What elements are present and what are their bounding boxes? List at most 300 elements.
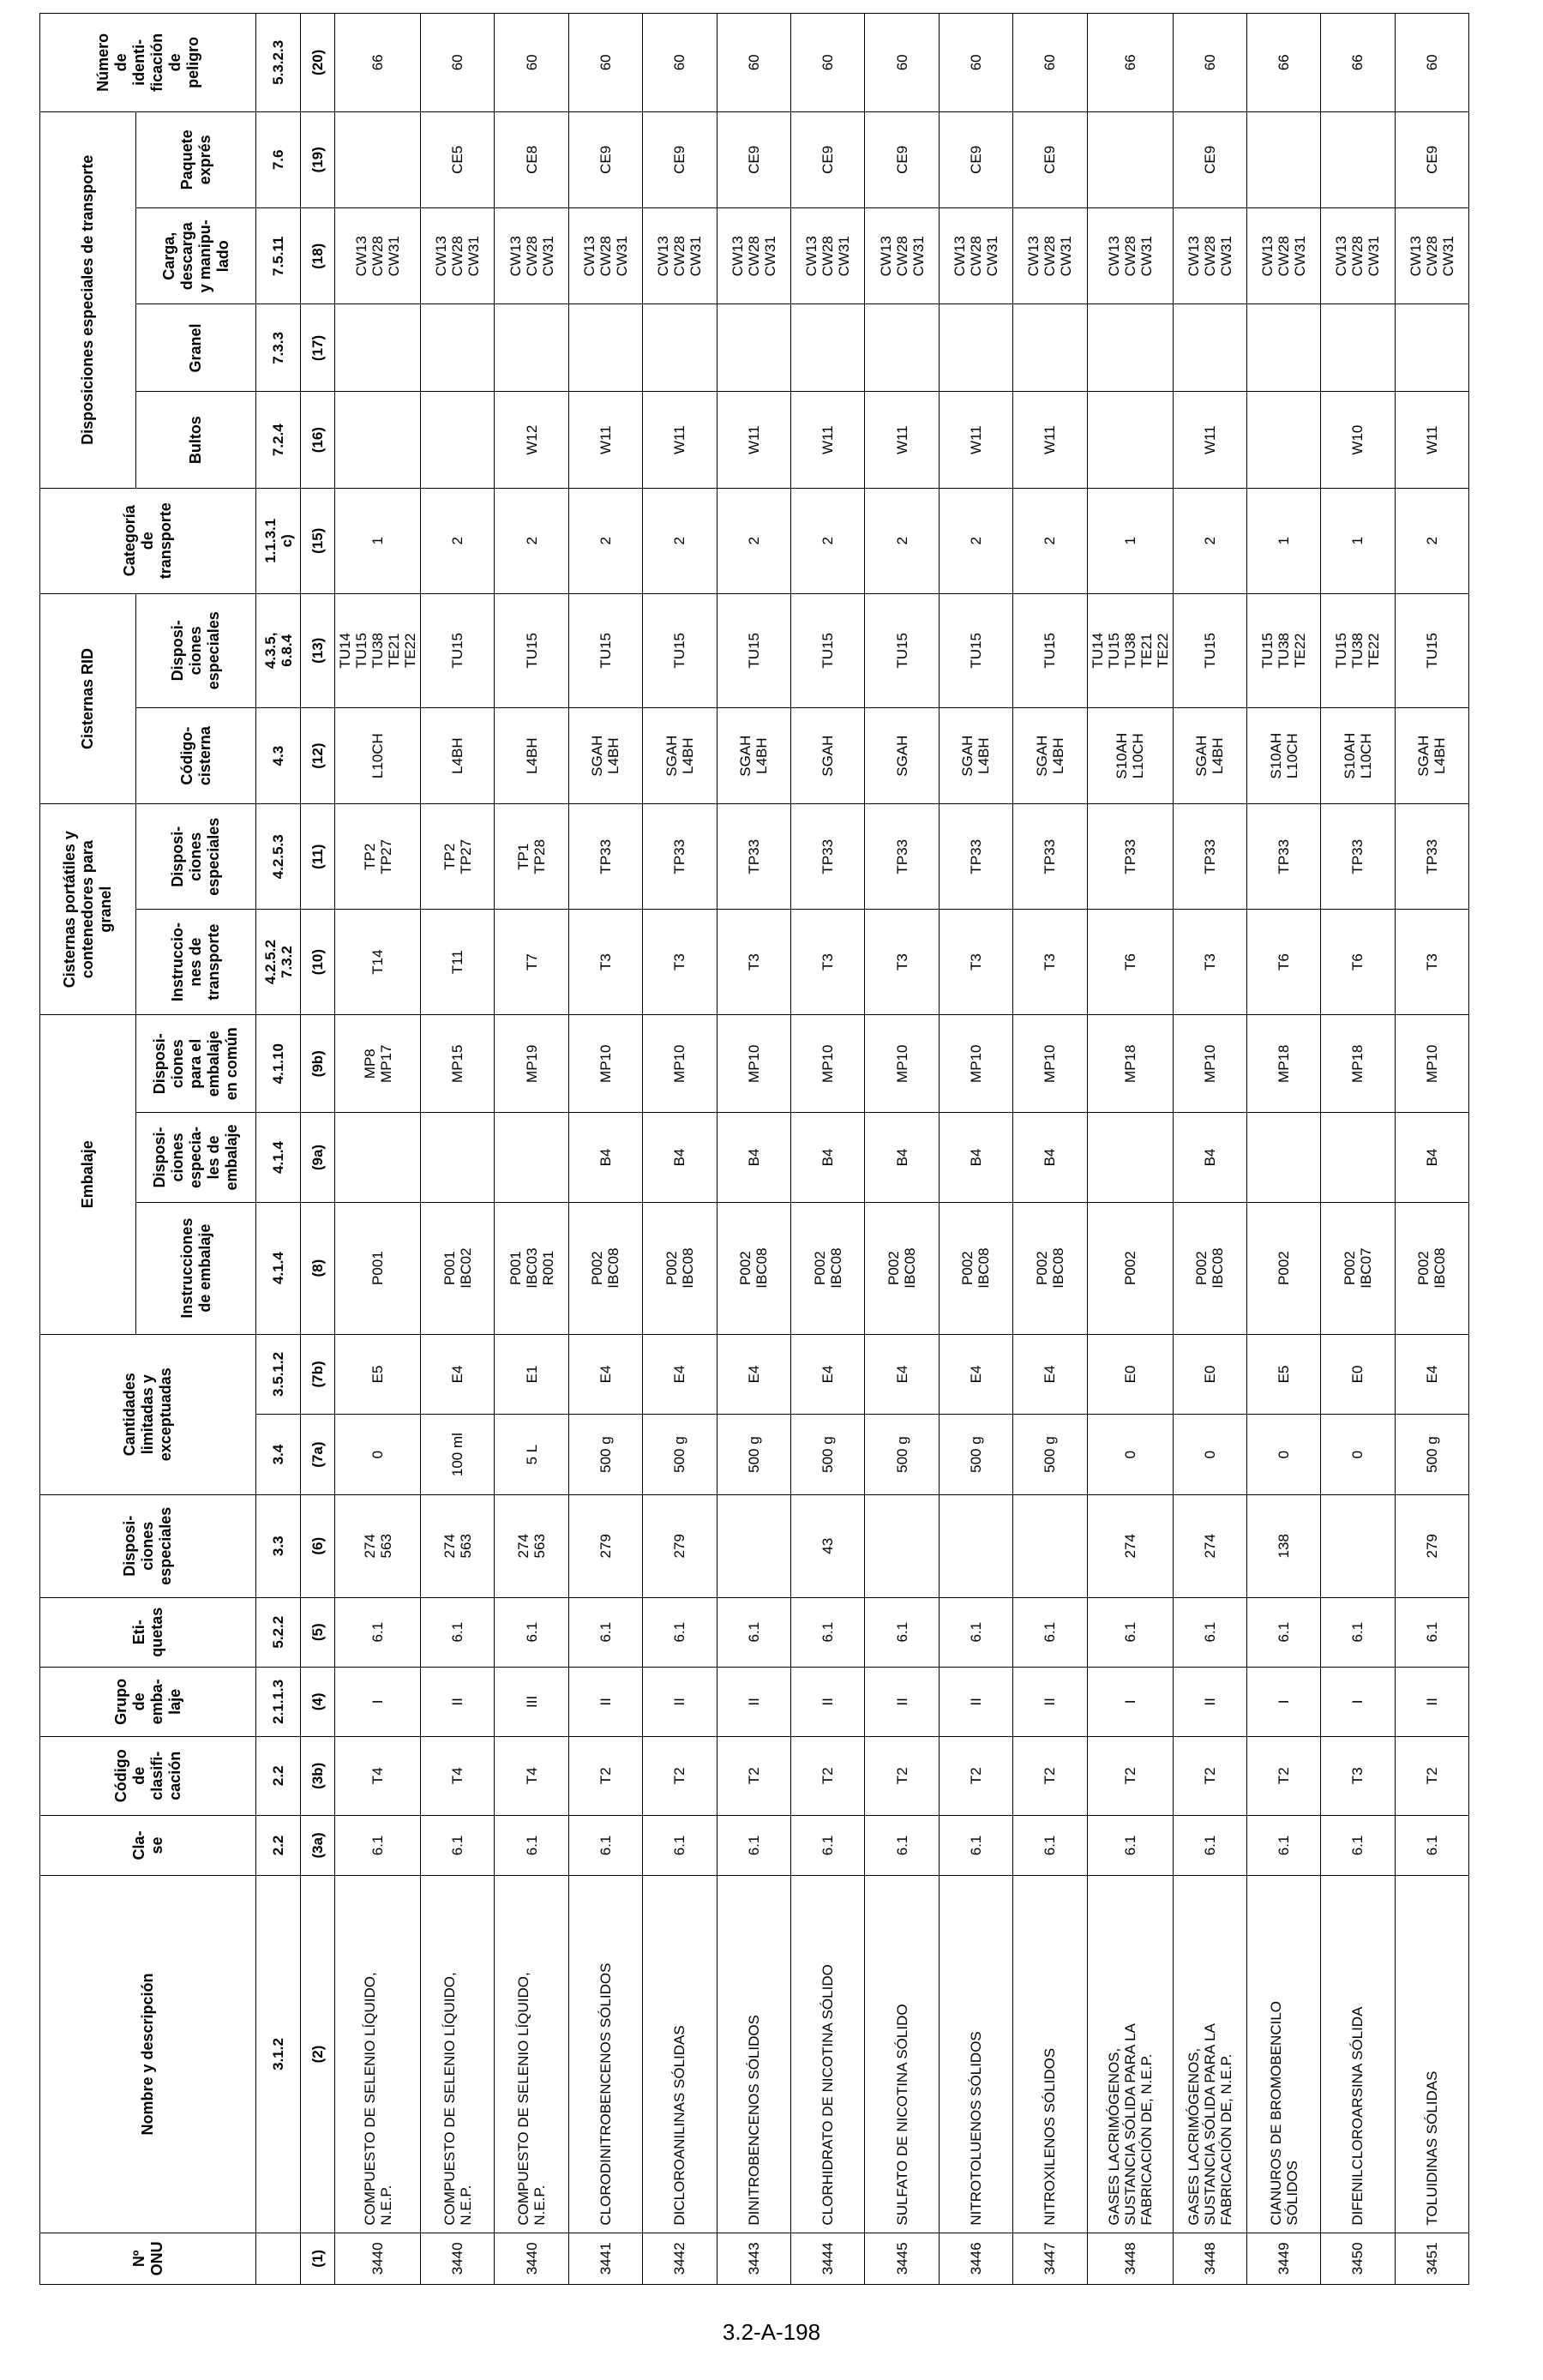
column-number-cell: (3b) bbox=[301, 1736, 335, 1815]
header-packages: Bultos bbox=[136, 392, 256, 488]
table-cell: W11 bbox=[568, 392, 642, 488]
name-cell: COMPUESTO DE SELENIO LÍQUIDO, N.E.P. bbox=[421, 1876, 495, 2233]
table-cell: 60 bbox=[717, 14, 790, 112]
column-number-cell: (9a) bbox=[301, 1113, 335, 1202]
table-cell: 6.1 bbox=[421, 1815, 495, 1876]
table-cell: E4 bbox=[568, 1334, 642, 1415]
table-cell bbox=[335, 1113, 421, 1202]
table-cell: CW13 CW28 CW31 bbox=[790, 208, 864, 304]
table-row bbox=[1246, 14, 1320, 2285]
table-cell: 6.1 bbox=[643, 1815, 717, 1876]
table-cell: T3 bbox=[939, 910, 1012, 1015]
table-cell: B4 bbox=[643, 1113, 717, 1202]
table-cell: CE9 bbox=[1013, 111, 1087, 207]
table-cell: 1 bbox=[335, 488, 421, 593]
table-cell: 60 bbox=[421, 14, 495, 112]
table-cell: II bbox=[790, 1667, 864, 1736]
table-cell: W11 bbox=[1395, 392, 1468, 488]
table-cell: SGAH bbox=[790, 707, 864, 803]
reference-cell: 7.3.3 bbox=[256, 304, 301, 392]
table-cell: 6.1 bbox=[1395, 1815, 1468, 1876]
table-cell bbox=[939, 304, 1012, 392]
table-cell: E4 bbox=[717, 1334, 790, 1415]
reference-cell: 3.5.1.2 bbox=[256, 1334, 301, 1415]
table-cell: 60 bbox=[568, 14, 642, 112]
table-body bbox=[335, 14, 1469, 2285]
name-cell: SULFATO DE NICOTINA SÓLIDO bbox=[865, 1876, 939, 2233]
column-number-cell: (19) bbox=[301, 111, 335, 207]
table-cell: TU14 TU15 TU38 TE21 TE22 bbox=[1087, 593, 1173, 707]
table-cell: TU15 bbox=[865, 593, 939, 707]
table-cell: T3 bbox=[643, 910, 717, 1015]
table-cell: E5 bbox=[335, 1334, 421, 1415]
reference-cell: 4.1.4 bbox=[256, 1202, 301, 1334]
table-cell: P002 IBC08 bbox=[939, 1202, 1012, 1334]
reference-cell: 4.1.4 bbox=[256, 1113, 301, 1202]
table-cell: CE9 bbox=[717, 111, 790, 207]
table-cell: 43 bbox=[790, 1494, 864, 1597]
table-cell: TU15 bbox=[790, 593, 864, 707]
table-cell bbox=[1013, 304, 1087, 392]
table-cell: II bbox=[643, 1667, 717, 1736]
table-cell: P002 IBC08 bbox=[1013, 1202, 1087, 1334]
name-cell: COMPUESTO DE SELENIO LÍQUIDO, N.E.P. bbox=[335, 1876, 421, 2233]
table-cell: 5 L bbox=[495, 1415, 568, 1495]
reference-row bbox=[256, 14, 301, 2285]
table-cell: 500 g bbox=[939, 1415, 1012, 1495]
table-cell: W11 bbox=[790, 392, 864, 488]
table-cell: 60 bbox=[939, 14, 1012, 112]
table-cell: 6.1 bbox=[421, 1597, 495, 1667]
table-cell: TP33 bbox=[1013, 804, 1087, 910]
name-cell: DICLOROANILINAS SÓLIDAS bbox=[643, 1876, 717, 2233]
rotated-table-page bbox=[39, 13, 1456, 2285]
header-packaging: Embalaje bbox=[40, 1014, 136, 1334]
table-cell: CE9 bbox=[939, 111, 1012, 207]
header-special-packing-provisions: Disposi- ciones especia- les de embalaje bbox=[136, 1113, 256, 1202]
header-limited-quantities: Cantidades limitadas y exceptuadas bbox=[40, 1334, 256, 1494]
table-row bbox=[865, 14, 939, 2285]
table-cell: TU15 bbox=[568, 593, 642, 707]
header-express: Paquete exprés bbox=[136, 111, 256, 207]
table-row bbox=[717, 14, 790, 2285]
table-cell: 274 bbox=[1087, 1494, 1173, 1597]
table-cell bbox=[865, 304, 939, 392]
reference-cell: 2.2 bbox=[256, 1736, 301, 1815]
table-cell: TP33 bbox=[1246, 804, 1320, 910]
table-cell: T3 bbox=[1321, 1736, 1395, 1815]
table-cell bbox=[1395, 304, 1468, 392]
table-cell: TU15 TU38 TE22 bbox=[1321, 593, 1395, 707]
table-cell: II bbox=[939, 1667, 1012, 1736]
table-cell: TP33 bbox=[865, 804, 939, 910]
table-cell: 6.1 bbox=[790, 1597, 864, 1667]
table-cell: II bbox=[568, 1667, 642, 1736]
table-cell: 6.1 bbox=[790, 1815, 864, 1876]
table-cell bbox=[335, 304, 421, 392]
un-number-cell: 3446 bbox=[939, 2233, 1012, 2284]
header-portable-special: Disposi- ciones especiales bbox=[136, 804, 256, 910]
column-number-cell: (2) bbox=[301, 1876, 335, 2233]
table-cell: TU14 TU15 TU38 TE21 TE22 bbox=[335, 593, 421, 707]
table-row bbox=[335, 14, 421, 2285]
table-cell: 2 bbox=[717, 488, 790, 593]
table-cell: III bbox=[495, 1667, 568, 1736]
table-cell: L10CH bbox=[335, 707, 421, 803]
table-cell: CW13 CW28 CW31 bbox=[939, 208, 1012, 304]
table-cell: P002 IBC08 bbox=[568, 1202, 642, 1334]
table-cell bbox=[1246, 1113, 1320, 1202]
table-cell: MP8 MP17 bbox=[335, 1014, 421, 1113]
table-cell: 500 g bbox=[865, 1415, 939, 1495]
reference-cell: 2.1.1.3 bbox=[256, 1667, 301, 1736]
header-portable-tanks: Cisternas portátiles y contenedores para granel bbox=[40, 804, 136, 1015]
name-cell: DIFENILCLOROARSINA SÓLIDA bbox=[1321, 1876, 1395, 2233]
header-hazard-id: Número de identi- ficación de peligro bbox=[40, 14, 256, 112]
table-cell: TU15 bbox=[1173, 593, 1246, 707]
table-cell: 6.1 bbox=[1321, 1597, 1395, 1667]
table-cell: S10AH L10CH bbox=[1321, 707, 1395, 803]
table-cell: TP33 bbox=[643, 804, 717, 910]
name-cell: CLORHIDRATO DE NICOTINA SÓLIDO bbox=[790, 1876, 864, 2233]
table-cell: 6.1 bbox=[717, 1815, 790, 1876]
table-cell: W11 bbox=[643, 392, 717, 488]
table-row bbox=[1013, 14, 1087, 2285]
table-cell: MP10 bbox=[1013, 1014, 1087, 1113]
table-cell bbox=[643, 304, 717, 392]
header-un-no: Nº ONU bbox=[40, 2233, 256, 2284]
column-number-cell: (1) bbox=[301, 2233, 335, 2284]
table-cell: CW13 CW28 CW31 bbox=[1246, 208, 1320, 304]
table-cell: 2 bbox=[643, 488, 717, 593]
table-cell: 279 bbox=[1395, 1494, 1468, 1597]
table-cell: CW13 CW28 CW31 bbox=[865, 208, 939, 304]
table-cell: L4BH bbox=[495, 707, 568, 803]
table-cell: P002 IBC08 bbox=[717, 1202, 790, 1334]
table-cell: CE9 bbox=[865, 111, 939, 207]
column-number-cell: (4) bbox=[301, 1667, 335, 1736]
table-cell: T2 bbox=[939, 1736, 1012, 1815]
reference-cell: 4.3.5, 6.8.4 bbox=[256, 593, 301, 707]
table-cell: T7 bbox=[495, 910, 568, 1015]
table-cell: TU15 bbox=[1013, 593, 1087, 707]
reference-cell: 1.1.3.1 c) bbox=[256, 488, 301, 593]
table-cell: W11 bbox=[939, 392, 1012, 488]
table-cell: MP10 bbox=[568, 1014, 642, 1113]
table-row bbox=[1173, 14, 1246, 2285]
table-cell: T2 bbox=[1395, 1736, 1468, 1815]
table-cell: E5 bbox=[1246, 1334, 1320, 1415]
table-cell: 0 bbox=[1246, 1415, 1320, 1495]
table-cell: 60 bbox=[865, 14, 939, 112]
table-cell: B4 bbox=[1013, 1113, 1087, 1202]
name-cell: GASES LACRIMÓGENOS, SUSTANCIA SÓLIDA PARA LA FABRICACIÓN DE, N.E.P. bbox=[1173, 1876, 1246, 2233]
table-cell: T14 bbox=[335, 910, 421, 1015]
table-cell: CE8 bbox=[495, 111, 568, 207]
header-rid-tanks: Cisternas RID bbox=[40, 593, 136, 804]
table-cell: MP10 bbox=[643, 1014, 717, 1113]
table-cell: CW13 CW28 CW31 bbox=[568, 208, 642, 304]
table-cell: TU15 bbox=[939, 593, 1012, 707]
name-cell: GASES LACRIMÓGENOS, SUSTANCIA SÓLIDA PARA LA FABRICACIÓN DE, N.E.P. bbox=[1087, 1876, 1173, 2233]
table-cell: CW13 CW28 CW31 bbox=[1173, 208, 1246, 304]
name-cell: TOLUIDINAS SÓLIDAS bbox=[1395, 1876, 1468, 2233]
table-cell: 500 g bbox=[1013, 1415, 1087, 1495]
table-cell: 500 g bbox=[790, 1415, 864, 1495]
table-cell: E4 bbox=[865, 1334, 939, 1415]
table-cell: T6 bbox=[1246, 910, 1320, 1015]
table-cell: P002 IBC08 bbox=[1395, 1202, 1468, 1334]
table-cell bbox=[717, 1494, 790, 1597]
table-cell: E4 bbox=[1013, 1334, 1087, 1415]
name-cell: CIANUROS DE BROMOBENCILO SÓLIDOS bbox=[1246, 1876, 1320, 2233]
table-cell: TU15 bbox=[717, 593, 790, 707]
column-number-cell: (17) bbox=[301, 304, 335, 392]
table-cell: SGAH bbox=[865, 707, 939, 803]
table-cell: 60 bbox=[790, 14, 864, 112]
reference-cell: 3.3 bbox=[256, 1494, 301, 1597]
column-number-cell: (20) bbox=[301, 14, 335, 112]
table-cell: 6.1 bbox=[939, 1597, 1012, 1667]
table-cell: TP1 TP28 bbox=[495, 804, 568, 910]
table-cell: II bbox=[865, 1667, 939, 1736]
un-number-cell: 3449 bbox=[1246, 2233, 1320, 2284]
table-cell: 66 bbox=[335, 14, 421, 112]
table-cell: 6.1 bbox=[865, 1815, 939, 1876]
table-cell: 6.1 bbox=[568, 1815, 642, 1876]
table-row bbox=[1395, 14, 1468, 2285]
table-cell: 6.1 bbox=[1173, 1597, 1246, 1667]
table-cell: TU15 bbox=[495, 593, 568, 707]
table-cell: MP15 bbox=[421, 1014, 495, 1113]
table-cell: CW13 CW28 CW31 bbox=[1013, 208, 1087, 304]
table-cell: 60 bbox=[495, 14, 568, 112]
table-cell: 60 bbox=[1013, 14, 1087, 112]
table-row bbox=[643, 14, 717, 2285]
table-cell: MP19 bbox=[495, 1014, 568, 1113]
reference-cell: 4.3 bbox=[256, 707, 301, 803]
table-cell: MP18 bbox=[1321, 1014, 1395, 1113]
table-cell: 279 bbox=[643, 1494, 717, 1597]
table-cell: 0 bbox=[1173, 1415, 1246, 1495]
table-cell: CW13 CW28 CW31 bbox=[1087, 208, 1173, 304]
table-row bbox=[790, 14, 864, 2285]
table-cell bbox=[1087, 392, 1173, 488]
table-cell: 6.1 bbox=[1246, 1815, 1320, 1876]
name-cell: NITROTOLUENOS SÓLIDOS bbox=[939, 1876, 1012, 2233]
table-cell: 60 bbox=[1395, 14, 1468, 112]
table-cell: E4 bbox=[939, 1334, 1012, 1415]
table-cell: I bbox=[1087, 1667, 1173, 1736]
table-cell: E0 bbox=[1087, 1334, 1173, 1415]
un-number-cell: 3443 bbox=[717, 2233, 790, 2284]
table-cell bbox=[1013, 1494, 1087, 1597]
column-number-cell: (16) bbox=[301, 392, 335, 488]
table-cell: 6.1 bbox=[1395, 1597, 1468, 1667]
table-cell: E4 bbox=[421, 1334, 495, 1415]
table-cell: P002 IBC07 bbox=[1321, 1202, 1395, 1334]
table-cell: 6.1 bbox=[1087, 1597, 1173, 1667]
reference-cell: 3.1.2 bbox=[256, 1876, 301, 2233]
table-cell: CW13 CW28 CW31 bbox=[643, 208, 717, 304]
table-cell: SGAH L4BH bbox=[643, 707, 717, 803]
table-cell: MP10 bbox=[939, 1014, 1012, 1113]
table-cell: MP10 bbox=[1395, 1014, 1468, 1113]
table-cell: TP33 bbox=[1321, 804, 1395, 910]
reference-cell: 5.2.2 bbox=[256, 1597, 301, 1667]
table-cell: T2 bbox=[1013, 1736, 1087, 1815]
table-cell: T2 bbox=[643, 1736, 717, 1815]
table-cell: 274 563 bbox=[495, 1494, 568, 1597]
table-cell: 6.1 bbox=[495, 1815, 568, 1876]
reference-cell: 4.2.5.3 bbox=[256, 804, 301, 910]
table-cell: 2 bbox=[495, 488, 568, 593]
table-cell: TP33 bbox=[568, 804, 642, 910]
table-cell: 274 563 bbox=[421, 1494, 495, 1597]
table-cell: 2 bbox=[865, 488, 939, 593]
table-cell: T3 bbox=[717, 910, 790, 1015]
table-cell: T3 bbox=[1395, 910, 1468, 1015]
table-cell: W10 bbox=[1321, 392, 1395, 488]
table-cell: B4 bbox=[568, 1113, 642, 1202]
table-cell: T3 bbox=[1173, 910, 1246, 1015]
table-row bbox=[1321, 14, 1395, 2285]
reference-cell: 4.2.5.2 7.3.2 bbox=[256, 910, 301, 1015]
table-cell: 100 ml bbox=[421, 1415, 495, 1495]
table-cell: E4 bbox=[1395, 1334, 1468, 1415]
table-cell: I bbox=[1321, 1667, 1395, 1736]
table-cell bbox=[568, 304, 642, 392]
table-cell: 0 bbox=[335, 1415, 421, 1495]
table-cell: T6 bbox=[1321, 910, 1395, 1015]
table-cell bbox=[790, 304, 864, 392]
un-number-cell: 3447 bbox=[1013, 2233, 1087, 2284]
table-row bbox=[568, 14, 642, 2285]
un-number-cell: 3441 bbox=[568, 2233, 642, 2284]
header-loading: Carga, descarga y manipu- lado bbox=[136, 208, 256, 304]
table-cell: MP10 bbox=[865, 1014, 939, 1113]
table-cell: T11 bbox=[421, 910, 495, 1015]
column-number-cell: (15) bbox=[301, 488, 335, 593]
table-cell: P001 IBC02 bbox=[421, 1202, 495, 1334]
table-cell: II bbox=[1173, 1667, 1246, 1736]
table-cell: CW13 CW28 CW31 bbox=[717, 208, 790, 304]
table-cell: 500 g bbox=[568, 1415, 642, 1495]
table-cell: 500 g bbox=[717, 1415, 790, 1495]
header-name: Nombre y descripción bbox=[40, 1876, 256, 2233]
un-number-cell: 3448 bbox=[1173, 2233, 1246, 2284]
reference-cell: 5.3.2.3 bbox=[256, 14, 301, 112]
dangerous-goods-table bbox=[39, 13, 1469, 2285]
header-class-code: Código de clasifi- cación bbox=[40, 1736, 256, 1815]
table-cell: II bbox=[1013, 1667, 1087, 1736]
table-cell: B4 bbox=[865, 1113, 939, 1202]
table-row bbox=[939, 14, 1012, 2285]
header-transport-special: Disposiciones especiales de transporte bbox=[40, 111, 136, 488]
table-cell: 2 bbox=[1395, 488, 1468, 593]
table-cell: SGAH L4BH bbox=[1173, 707, 1246, 803]
table-cell: B4 bbox=[717, 1113, 790, 1202]
table-cell: S10AH L10CH bbox=[1246, 707, 1320, 803]
table-cell: MP18 bbox=[1246, 1014, 1320, 1113]
table-cell: TP33 bbox=[790, 804, 864, 910]
table-row bbox=[495, 14, 568, 2285]
table-cell bbox=[495, 304, 568, 392]
table-cell: 0 bbox=[1321, 1415, 1395, 1495]
table-cell: SGAH L4BH bbox=[1013, 707, 1087, 803]
table-cell bbox=[1246, 304, 1320, 392]
column-number-cell: (3a) bbox=[301, 1815, 335, 1876]
table-cell: T2 bbox=[790, 1736, 864, 1815]
table-cell: CE9 bbox=[790, 111, 864, 207]
un-number-cell: 3440 bbox=[495, 2233, 568, 2284]
table-cell: CE5 bbox=[421, 111, 495, 207]
table-cell bbox=[865, 1494, 939, 1597]
table-cell: 6.1 bbox=[495, 1597, 568, 1667]
header-labels: Eti- quetas bbox=[40, 1597, 256, 1667]
un-number-cell: 3451 bbox=[1395, 2233, 1468, 2284]
table-cell: 0 bbox=[1087, 1415, 1173, 1495]
table-cell: TP33 bbox=[939, 804, 1012, 910]
table-cell: TU15 bbox=[1395, 593, 1468, 707]
table-cell bbox=[421, 304, 495, 392]
table-cell bbox=[421, 392, 495, 488]
table-cell: L4BH bbox=[421, 707, 495, 803]
name-cell: DINITROBENCENOS SÓLIDOS bbox=[717, 1876, 790, 2233]
table-cell: 6.1 bbox=[1013, 1597, 1087, 1667]
header-tank-special: Disposi- ciones especiales bbox=[136, 593, 256, 707]
table-cell: 6.1 bbox=[939, 1815, 1012, 1876]
table-cell: CW13 CW28 CW31 bbox=[495, 208, 568, 304]
table-cell: 138 bbox=[1246, 1494, 1320, 1597]
table-cell: CE9 bbox=[1395, 111, 1468, 207]
table-cell: 2 bbox=[939, 488, 1012, 593]
name-cell: COMPUESTO DE SELENIO LÍQUIDO, N.E.P. bbox=[495, 1876, 568, 2233]
reference-cell: 7.6 bbox=[256, 111, 301, 207]
header-mixed-packing: Disposi- ciones para el embalaje en común bbox=[136, 1014, 256, 1113]
page-number: 3.2-A-198 bbox=[722, 2319, 821, 2345]
table-cell: T4 bbox=[421, 1736, 495, 1815]
table-cell: P001 IBC03 R001 bbox=[495, 1202, 568, 1334]
table-cell: P002 bbox=[1087, 1202, 1173, 1334]
table-cell: 2 bbox=[790, 488, 864, 593]
column-number-cell: (13) bbox=[301, 593, 335, 707]
table-cell: T2 bbox=[568, 1736, 642, 1815]
table-cell: SGAH L4BH bbox=[717, 707, 790, 803]
header-packing-instructions: Instrucciones de embalaje bbox=[136, 1202, 256, 1334]
table-cell: TP33 bbox=[1173, 804, 1246, 910]
reference-cell: 7.2.4 bbox=[256, 392, 301, 488]
table-cell: T2 bbox=[717, 1736, 790, 1815]
table-cell: 66 bbox=[1087, 14, 1173, 112]
table-cell: T2 bbox=[1173, 1736, 1246, 1815]
table-cell: 274 563 bbox=[335, 1494, 421, 1597]
table-cell: 66 bbox=[1246, 14, 1320, 112]
table-cell: TP33 bbox=[717, 804, 790, 910]
table-cell: E1 bbox=[495, 1334, 568, 1415]
table-cell bbox=[495, 1113, 568, 1202]
table-cell: T3 bbox=[790, 910, 864, 1015]
table-cell: 6.1 bbox=[1087, 1815, 1173, 1876]
table-cell: 60 bbox=[1173, 14, 1246, 112]
un-number-cell: 3440 bbox=[335, 2233, 421, 2284]
table-cell: W11 bbox=[1013, 392, 1087, 488]
table-cell: B4 bbox=[1395, 1113, 1468, 1202]
table-cell: P002 IBC08 bbox=[1173, 1202, 1246, 1334]
table-cell: 6.1 bbox=[335, 1597, 421, 1667]
table-cell bbox=[421, 1113, 495, 1202]
table-cell: E0 bbox=[1173, 1334, 1246, 1415]
